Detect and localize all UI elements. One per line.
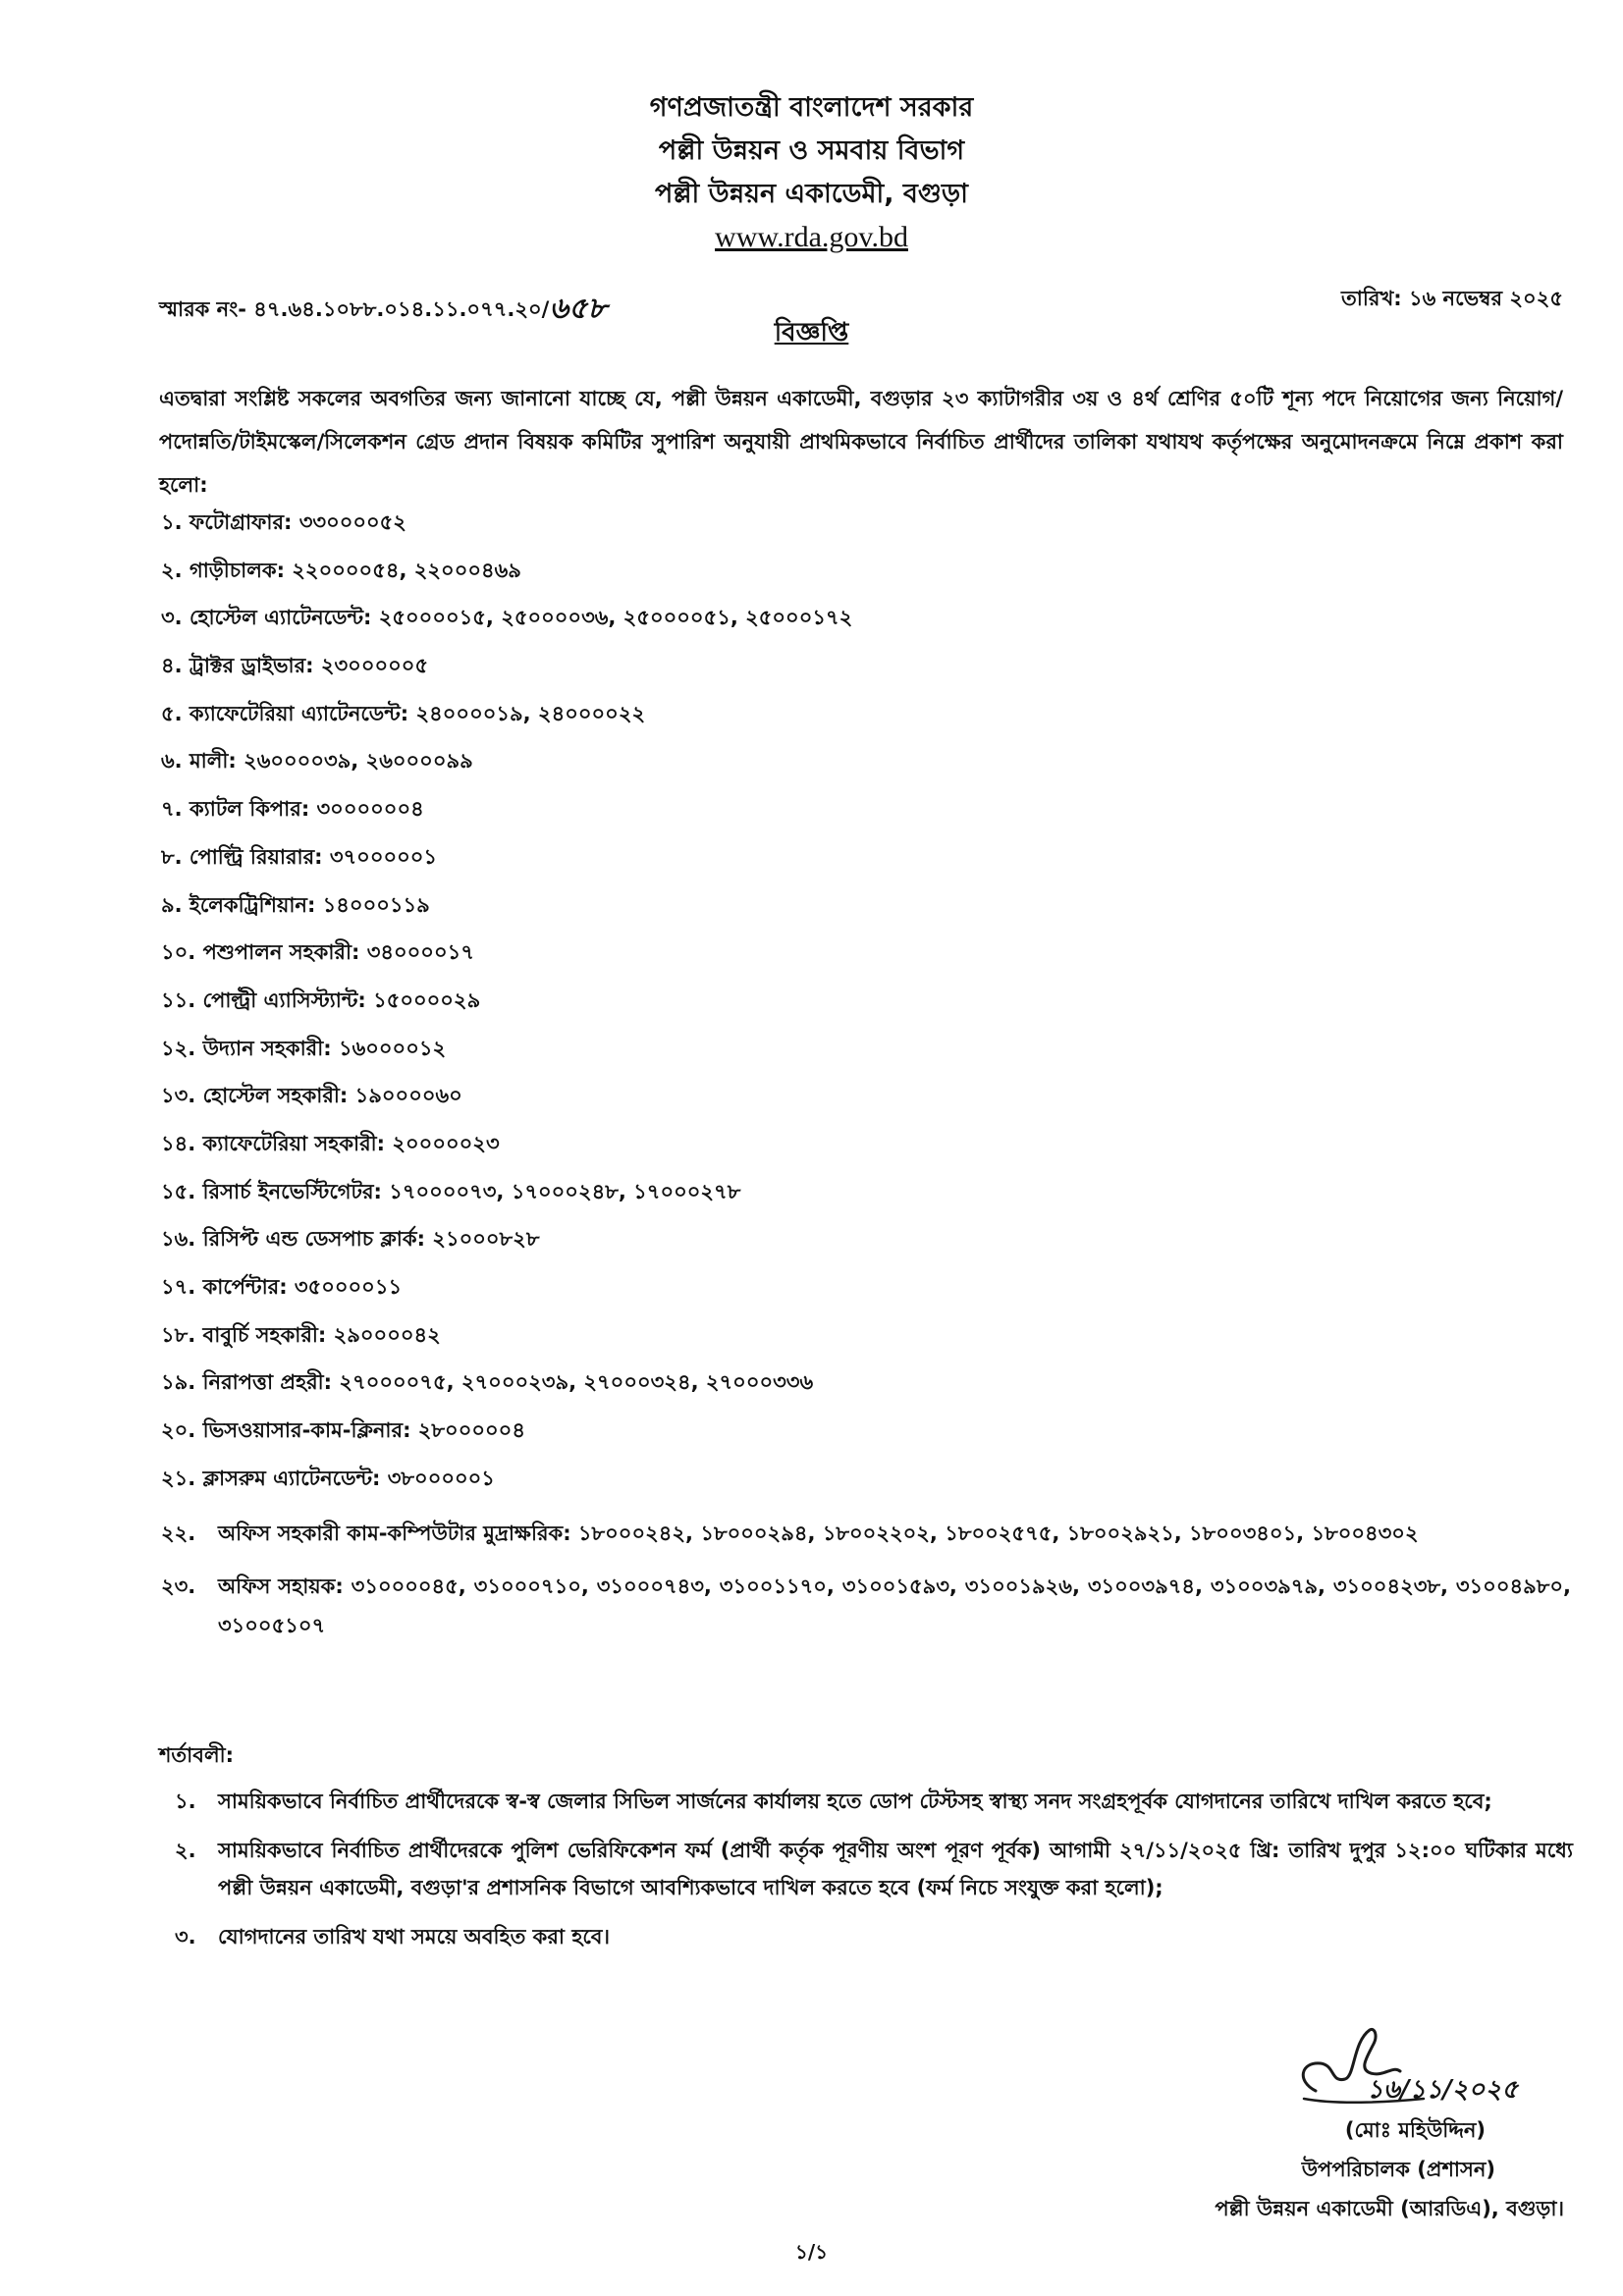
academy-name: পল্লী উন্নয়ন একাডেমী, বগুড়া	[655, 179, 968, 209]
list-item	[161, 845, 1571, 869]
item-text: রিসিপ্ট এন্ড ডেসপাচ ক্লার্ক: ২১০০০৮২৮	[202, 1227, 540, 1252]
government-name: গণপ্রজাতন্ত্রী বাংলাদেশ সরকার	[649, 92, 974, 123]
division-name: পল্লী উন্নয়ন ও সমবায় বিভাগ	[658, 135, 965, 166]
item-number: ১০.	[161, 940, 196, 965]
list-item	[161, 1084, 1571, 1107]
item-text: উদ্যান সহকারী: ১৬০০০০১২	[202, 1036, 447, 1060]
list-item	[161, 1370, 1571, 1394]
signatory-office: পল্লী উন্নয়ন একাডেমী (আরডিএ), বগুড়া।	[1215, 2197, 1564, 2220]
item-text: ক্যাটল কিপার: ৩০০০০০০৪	[189, 797, 424, 822]
list-item	[161, 1132, 1571, 1155]
item-number: ৯.	[161, 892, 183, 917]
item-number: ২১.	[161, 1466, 196, 1490]
item-text: হোস্টেল সহকারী: ১৯০০০০৬০	[202, 1084, 462, 1108]
term-item	[175, 1918, 1573, 1955]
item-text: হোস্টেল এ্যাটেনডেন্ট: ২৫০০০০১৫, ২৫০০০০৩৬, ২৫০০০০৫১, ২৫০০০১৭২	[189, 606, 853, 630]
list-item	[161, 797, 1571, 821]
term-number: ১.	[175, 1789, 196, 1813]
list-item	[161, 1180, 1571, 1203]
list-item	[161, 749, 1571, 773]
item-text: ইলেকট্রিশিয়ান: ১৪০০০১১৯	[189, 892, 430, 917]
signatory-name: (মোঃ মহিউদ্দিন)	[1344, 2118, 1486, 2142]
selected-candidates-list	[161, 510, 1571, 1645]
term-text: সাময়িকভাবে নির্বাচিত প্রার্থীদেরকে পুলিশ ভেরিফিকেশন ফর্ম (প্রার্থী কর্তৃক পূরণীয় অংশ পূরণ পূর্বক) আগামী ২৭/১১/২০২৫ খ্রি: তারিখ দুপুর ১২:০০ ঘটিকার মধ্যে পল্লী উন্নয়ন একাডেমী, বগুড়া'র প্রশাসনিক বিভাগে আবশ্যিকভাবে দাখিল করতে হবে (ফর্ম নিচে সংযুক্ত করা হলো);	[218, 1839, 1573, 1899]
memo-date: তারিখ: ১৬ নভেম্বর ২০২৫	[1341, 287, 1563, 310]
item-text: ভিসওয়াসার-কাম-ক্লিনার: ২৮০০০০০৪	[202, 1418, 525, 1443]
item-text: ক্যাফেটেরিয়া এ্যাটেনডেন্ট: ২৪০০০০১৯, ২৪০০০০২২	[189, 701, 646, 725]
item-number: ১২.	[161, 1036, 196, 1060]
list-item	[161, 940, 1571, 964]
signature-date: ১৬/১১/২০২৫	[1367, 2075, 1519, 2105]
item-number: ১৫.	[161, 1179, 196, 1203]
item-number: ৭.	[161, 797, 183, 822]
signatory-block	[1215, 2110, 1564, 2228]
item-number: ২২.	[161, 1522, 196, 1546]
list-item	[161, 988, 1571, 1012]
item-number: ১.	[161, 510, 183, 534]
item-number: ১৯.	[161, 1370, 196, 1395]
item-text: ক্লাসরুম এ্যাটেনডেন্ট: ৩৮০০০০০১	[202, 1466, 495, 1490]
item-number: ১৪.	[161, 1131, 196, 1155]
item-number: ২৩.	[161, 1575, 196, 1599]
item-number: ৩.	[161, 606, 183, 630]
item-text: ক্যাফেটেরিয়া সহকারী: ২০০০০০২৩	[202, 1131, 500, 1155]
term-text: যোগদানের তারিখ যথা সময়ে অবহিত করা হবে।	[218, 1925, 610, 1949]
item-number: ১১.	[161, 988, 196, 1012]
letterhead	[0, 86, 1623, 259]
list-item	[161, 1567, 1571, 1645]
item-text: কার্পেন্টার: ৩৫০০০০১১	[202, 1275, 403, 1299]
item-number: ৪.	[161, 654, 183, 678]
term-text: সাময়িকভাবে নির্বাচিত প্রার্থীদেরকে স্ব-স্ব জেলার সিভিল সার্জনের কার্যালয় হতে ডোপ টেস্টসহ স্বাস্থ্য সনদ সংগ্রহপূর্বক যোগদানের তারিখে দাখিল করতে হবে;	[218, 1789, 1492, 1813]
item-number: ১৬.	[161, 1227, 196, 1252]
list-item	[161, 1227, 1571, 1251]
item-text: ফটোগ্রাফার: ৩৩০০০০৫২	[189, 510, 406, 534]
memo-row	[159, 277, 1563, 326]
intro-paragraph: এতদ্বারা সংশ্লিষ্ট সকলের অবগতির জন্য জানানো যাচ্ছে যে, পল্লী উন্নয়ন একাডেমী, বগুড়ার ২৩ ক্যাটাগরীর ৩য় ও ৪র্থ শ্রেণির ৫০টি শূন্য পদে নিয়োগের জন্য নিয়োগ/পদোন্নতি/টাইমস্কেল/সিলেকশন গ্রেড প্রদান বিষয়ক কমিটির সুপারিশ অনুযায়ী প্রাথমিকভাবে নির্বাচিত প্রার্থীদের তালিকা যথাযথ কর্তৃপক্ষের অনুমোদনক্রমে নিম্নে প্রকাশ করা হলো:	[159, 387, 1563, 497]
memo-label: স্মারক নং- ৪৭.৬৪.১০৮৮.০১৪.১১.০৭৭.২০/	[159, 297, 550, 321]
item-number: ৫.	[161, 701, 183, 725]
list-item	[161, 893, 1571, 917]
item-text: পশুপালন সহকারী: ৩৪০০০০১৭	[202, 940, 474, 965]
item-text: নিরাপত্তা প্রহরী: ২৭০০০০৭৫, ২৭০০০২৩৯, ২৭০০০৩২৪, ২৭০০০৩৩৬	[202, 1370, 814, 1395]
term-number: ৩.	[175, 1925, 196, 1949]
list-item	[161, 606, 1571, 629]
item-text: অফিস সহকারী কাম-কম্পিউটার মুদ্রাক্ষরিক: ১৮০০০২৪২, ১৮০০০২৯৪, ১৮০০২২০২, ১৮০০২৫৭৫, ১৮০০২৯২১, ১৮০০৩৪০১, ১৮০০৪৩০২	[218, 1522, 1419, 1546]
list-item	[161, 1514, 1571, 1553]
list-item	[161, 1037, 1571, 1060]
item-text: ট্রাক্টর ড্রাইভার: ২৩০০০০০৫	[189, 654, 429, 678]
list-item	[161, 1323, 1571, 1347]
terms-title: শর্তাবলী:	[159, 1743, 235, 1767]
item-number: ১৮.	[161, 1322, 196, 1347]
signatory-designation: উপপরিচালক (প্রশাসন)	[1301, 2158, 1495, 2181]
term-item	[175, 1832, 1573, 1906]
term-item	[175, 1783, 1573, 1820]
item-text: অফিস সহায়ক: ৩১০০০০৪৫, ৩১০০০৭১০, ৩১০০০৭৪৩, ৩১০০১১৭০, ৩১০০১৫৯৩, ৩১০০১৯২৬, ৩১০০৩৯৭৪, ৩১০০৩৯৭৯, ৩১০০৪২৩৮, ৩১০০৪৯৮০, ৩১০০৫১০৭	[218, 1575, 1571, 1638]
list-item	[161, 702, 1571, 725]
item-text: রিসার্চ ইনভেস্টিগেটর: ১৭০০০০৭৩, ১৭০০০২৪৮, ১৭০০০২৭৮	[202, 1179, 741, 1203]
website-link[interactable]: www.rda.gov.bd	[715, 221, 908, 253]
terms-list	[175, 1783, 1573, 1967]
list-item	[161, 1418, 1571, 1442]
item-text: বাবুর্চি সহকারী: ২৯০০০০৪২	[202, 1322, 441, 1347]
memo-handwritten-number: ৬৫৮	[549, 292, 607, 326]
list-item	[161, 559, 1571, 582]
item-number: ২.	[161, 558, 183, 582]
list-item	[161, 510, 1571, 534]
page-number: ১/১	[794, 2240, 829, 2264]
item-number: ৬.	[161, 749, 183, 774]
list-item	[161, 1467, 1571, 1490]
item-number: ২০.	[161, 1418, 196, 1443]
list-item	[161, 654, 1571, 677]
item-text: পোল্ট্রি রিয়ারার: ৩৭০০০০০১	[189, 844, 438, 869]
term-number: ২.	[175, 1839, 196, 1862]
item-text: মালী: ২৬০০০০৩৯, ২৬০০০০৯৯	[189, 749, 473, 774]
list-item	[161, 1275, 1571, 1299]
item-text: পোল্ট্রী এ্যাসিস্ট্যান্ট: ১৫০০০০২৯	[202, 988, 481, 1012]
item-number: ১৩.	[161, 1084, 196, 1108]
notice-title: বিজ্ঞপ্তি	[774, 318, 849, 347]
item-number: ১৭.	[161, 1275, 196, 1299]
item-number: ৮.	[161, 844, 183, 869]
item-text: গাড়ীচালক: ২২০০০০৫৪, ২২০০০৪৬৯	[189, 558, 521, 582]
